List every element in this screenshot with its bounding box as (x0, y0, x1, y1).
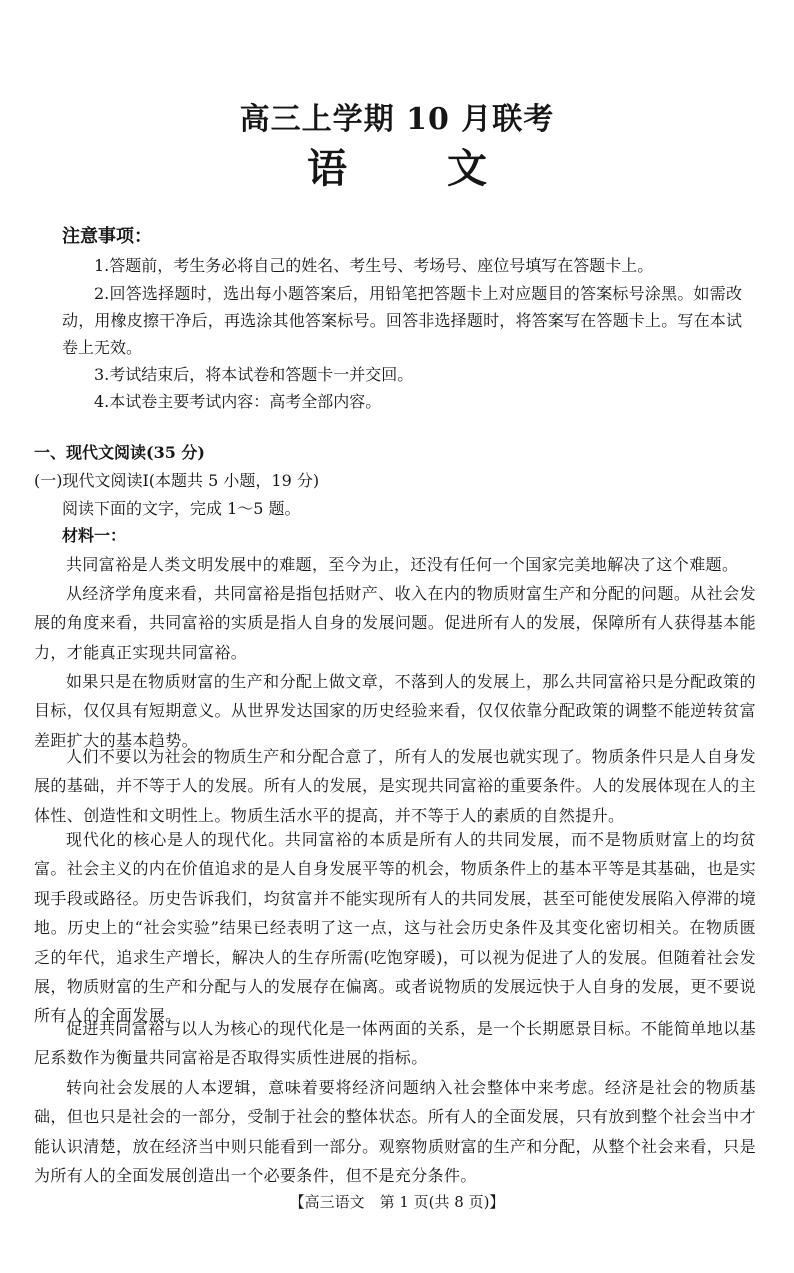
reading-instruction: 阅读下面的文字，完成 1～5 题。 (62, 499, 301, 518)
subject-title-right: 文 (447, 145, 487, 192)
body-paragraph-4: 人们不要以为社会的物质生产和分配合意了，所有人的发展也就实现了。物质条件只是人自身发展的基础，并不等于人的发展。所有人的发展，是实现共同富裕的重要条件。人的发展体现在人的主体性、创造性和文明性上。物质生活水平的提高，并不等于人的素质的自然提升。 (34, 747, 756, 825)
page-footer: 【高三语文 第 1 页(共 8 页)】 (289, 1193, 505, 1211)
notice-item-3: 3.考试结束后，将本试卷和答题卡一并交回。 (94, 365, 414, 384)
section-heading: 一、现代文阅读(35 分) (34, 443, 205, 462)
body-paragraph-1: 共同富裕是人类文明发展中的难题，至今为止，还没有任何一个国家完美地解决了这个难题。 (66, 555, 739, 574)
material-label: 材料一： (62, 526, 127, 545)
body-paragraph-3: 如果只是在物质财富的生产和分配上做文章，不落到人的发展上，那么共同富裕只是分配政策的目标，仅仅具有短期意义。从世界发达国家的历史经验来看，仅仅依靠分配政策的调整不能逆转贫富差距扩大的基本趋势。 (34, 672, 756, 750)
subject-title-left: 语 (307, 145, 347, 192)
section-sub-heading: (一)现代文阅读Ⅰ(本题共 5 小题，19 分) (34, 471, 320, 490)
subject-title (0, 146, 794, 192)
exam-title: 高三上学期 10 月联考 (239, 102, 555, 137)
body-paragraph-5: 现代化的核心是人的现代化。共同富裕的本质是所有人的共同发展，而不是物质财富上的均贫富。社会主义的内在价值追求的是人自身发展平等的机会，物质条件上的基本平等是其基础，也是实现手段或路径。历史告诉我们，均贫富并不能实现所有人的共同发展，甚至可能使发展陷入停滞的境地。历史上的“社会实验”结果已经表明了这一点，这与社会历史条件及其变化密切相关。在物质匮乏的年代，追求生产增长，解决人的生存所需(吃饱穿暖)，可以视为促进了人的发展。但随着社会发展，物质财富的生产和分配与人的发展存在偏离。或者说物质的发展远快于人自身的发展，更不要说所有人的全面发展。 (34, 830, 756, 1026)
notice-heading: 注意事项： (62, 226, 152, 247)
body-paragraph-7: 转向社会发展的人本逻辑，意味着要将经济问题纳入社会整体中来考虑。经济是社会的物质基础，但也只是社会的一部分，受制于社会的整体状态。所有人的全面发展，只有放到整个社会当中才能认识清楚，放在经济当中则只能看到一部分。观察物质财富的生产和分配，从整个社会来看，只是为所有人的全面发展创造出一个必要条件，但不是充分条件。 (34, 1078, 756, 1186)
notice-item-2: 2.回答选择题时，选出每小题答案后，用铅笔把答题卡上对应题目的答案标号涂黑。如需改动，用橡皮擦干净后，再选涂其他答案标号。回答非选择题时，将答案写在答题卡上。写在本试卷上无效。 (62, 284, 742, 357)
notice-item-1: 1.答题前，考生务必将自己的姓名、考生号、考场号、座位号填写在答题卡上。 (94, 256, 654, 275)
body-paragraph-2: 从经济学角度来看，共同富裕是指包括财产、收入在内的物质财富生产和分配的问题。从社会发展的角度来看，共同富裕的实质是指人自身的发展问题。促进所有人的发展，保障所有人获得基本能力，才能真正实现共同富裕。 (34, 584, 756, 662)
body-paragraph-6: 促进共同富裕与以人为核心的现代化是一体两面的关系，是一个长期愿景目标。不能简单地以基尼系数作为衡量共同富裕是否取得实质性进展的指标。 (34, 1019, 756, 1068)
notice-item-4: 4.本试卷主要考试内容：高考全部内容。 (94, 392, 382, 411)
